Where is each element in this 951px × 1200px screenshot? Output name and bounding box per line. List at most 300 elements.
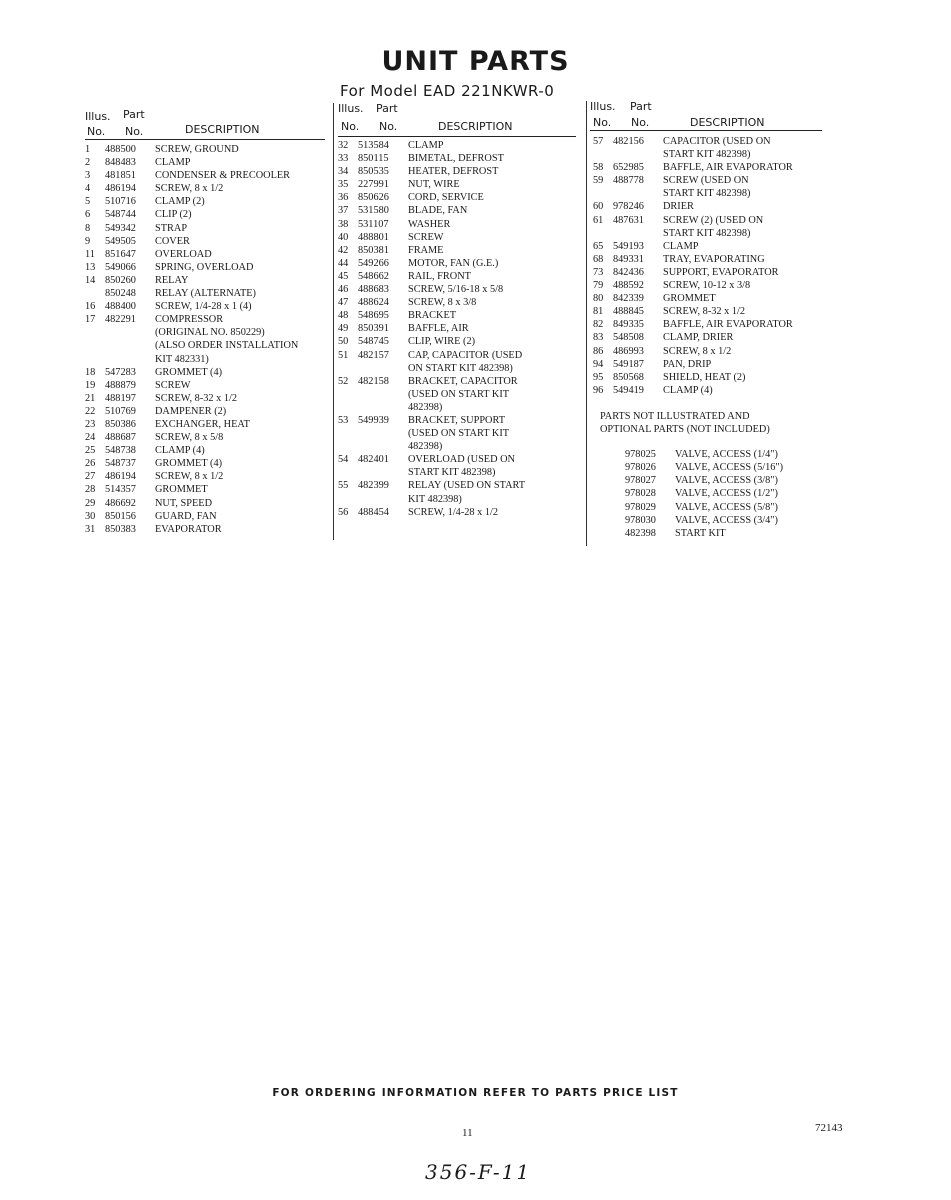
- notes-heading-line: PARTS NOT ILLUSTRATED AND: [600, 411, 750, 422]
- part-number: 849331: [613, 253, 644, 265]
- part-number: 487631: [613, 214, 644, 226]
- part-number: 978030: [625, 514, 656, 526]
- illus-number: 73: [593, 266, 604, 278]
- part-row: [338, 296, 525, 309]
- part-description: KIT 482331): [155, 353, 209, 365]
- part-row: [338, 401, 525, 414]
- part-description: VALVE, ACCESS (3/4"): [675, 514, 778, 526]
- header-no: No.: [593, 116, 612, 129]
- part-description: START KIT 482398): [663, 188, 751, 200]
- illus-number: 9: [85, 235, 91, 247]
- part-row: [85, 392, 298, 405]
- part-row: [338, 178, 525, 191]
- illus-number: [593, 148, 613, 161]
- part-row: [338, 466, 525, 479]
- handwritten-note: 356-F-11: [425, 1160, 532, 1184]
- illus-number: 42: [338, 244, 349, 256]
- part-row: [338, 152, 525, 165]
- part-description: CLIP, WIRE (2): [408, 336, 476, 348]
- part-description: GROMMET: [663, 293, 716, 305]
- part-number: 548738: [105, 445, 136, 457]
- illus-number: [338, 440, 358, 453]
- part-description: (USED ON START KIT: [408, 428, 510, 440]
- column-divider: [333, 103, 334, 540]
- part-row: [338, 283, 525, 296]
- illus-number: 28: [85, 484, 96, 496]
- part-description: VALVE, ACCESS (1/4"): [675, 449, 778, 461]
- illus-number: [593, 187, 613, 200]
- part-description: OVERLOAD (USED ON: [408, 454, 515, 466]
- part-row: [593, 384, 793, 397]
- part-number: 548744: [105, 209, 136, 221]
- notes-heading-line: OPTIONAL PARTS (NOT INCLUDED): [600, 424, 770, 436]
- part-number: [358, 493, 408, 506]
- optional-part-row: [625, 448, 783, 461]
- part-description: NUT, SPEED: [155, 497, 213, 509]
- part-number: 549266: [358, 257, 389, 269]
- part-description: GROMMET (4): [155, 458, 223, 470]
- ordering-footer: FOR ORDERING INFORMATION REFER TO PARTS PRICE LIST: [272, 1087, 679, 1099]
- illus-number: 33: [338, 153, 349, 165]
- illus-number: 86: [593, 345, 604, 357]
- part-description: SCREW: [155, 379, 191, 391]
- part-description: KIT 482398): [408, 493, 462, 505]
- part-description: RELAY (ALTERNATE): [155, 288, 256, 300]
- part-description: SCREW, 8 x 1/2: [663, 345, 732, 357]
- part-description: CLAMP: [408, 140, 444, 151]
- illus-number: 11: [85, 248, 95, 260]
- part-row: [85, 483, 298, 496]
- part-row: [338, 414, 525, 427]
- page-number: 11: [462, 1127, 473, 1139]
- part-row: [338, 204, 525, 217]
- header-rule: [590, 130, 822, 131]
- part-row: [338, 257, 525, 270]
- part-number: 488400: [105, 301, 136, 313]
- part-row: [85, 300, 298, 313]
- part-number: 549193: [613, 240, 644, 252]
- illus-number: 24: [85, 432, 96, 444]
- illus-number: 53: [338, 414, 349, 426]
- part-row: [593, 266, 793, 279]
- part-description: SCREW (USED ON: [663, 175, 749, 187]
- part-description: SHIELD, HEAT (2): [663, 371, 746, 383]
- part-number: 486194: [105, 471, 136, 483]
- part-number: 848483: [105, 157, 136, 169]
- part-description: BRACKET, SUPPORT: [408, 414, 506, 426]
- part-row: [593, 148, 793, 161]
- part-number: 978026: [625, 462, 656, 474]
- part-number: 488687: [105, 432, 136, 444]
- parts-list: [338, 139, 525, 519]
- header-no: No.: [341, 120, 360, 133]
- illus-number: [85, 287, 105, 300]
- header-no: No.: [379, 120, 398, 133]
- illus-number: 2: [85, 157, 91, 169]
- part-row: [85, 222, 298, 235]
- illus-number: 58: [593, 162, 604, 174]
- part-description: CLAMP (2): [155, 196, 205, 208]
- part-row: [338, 270, 525, 283]
- part-description: SCREW: [408, 231, 444, 243]
- part-number: 851647: [105, 248, 136, 260]
- part-description: BRACKET: [408, 310, 457, 322]
- part-description: OVERLOAD: [155, 248, 212, 260]
- illus-number: 32: [338, 140, 349, 151]
- part-number: 549505: [105, 235, 136, 247]
- part-row: [85, 287, 298, 300]
- part-description: GROMMET (4): [155, 366, 223, 378]
- part-description: VALVE, ACCESS (3/8"): [675, 475, 778, 487]
- part-row: [85, 326, 298, 339]
- header-illus: Illus.: [85, 110, 111, 123]
- illus-number: 29: [85, 497, 96, 509]
- part-number: 482401: [358, 454, 389, 466]
- part-description: RAIL, FRONT: [408, 270, 471, 282]
- part-description: CLIP (2): [155, 209, 192, 221]
- illus-number: 31: [85, 523, 96, 535]
- illus-number: 82: [593, 319, 604, 331]
- header-illus: Illus.: [338, 102, 364, 115]
- part-number: 488624: [358, 297, 389, 309]
- part-number: 510716: [105, 196, 136, 208]
- header-no: No.: [125, 125, 144, 138]
- part-row: [85, 182, 298, 195]
- optional-part-row: [625, 501, 783, 514]
- part-number: 978027: [625, 475, 656, 487]
- part-description: SPRING, OVERLOAD: [155, 261, 254, 273]
- part-number: 514357: [105, 484, 136, 496]
- part-row: [338, 309, 525, 322]
- part-number: 488801: [358, 231, 389, 243]
- part-row: [85, 470, 298, 483]
- part-description: WASHER: [408, 218, 451, 230]
- optional-part-row: [625, 474, 783, 487]
- illus-number: [85, 326, 105, 339]
- optional-parts-list: [625, 448, 783, 540]
- part-number: 850260: [105, 274, 136, 286]
- illus-number: 35: [338, 179, 349, 191]
- illus-number: 8: [85, 222, 91, 234]
- illus-number: [338, 362, 358, 375]
- illus-number: 6: [85, 209, 91, 221]
- part-row: [85, 444, 298, 457]
- header-no: No.: [87, 125, 106, 138]
- part-number: 850386: [105, 418, 136, 430]
- part-description: DAMPENER (2): [155, 405, 227, 417]
- illus-number: 46: [338, 284, 349, 296]
- model-subtitle: For Model EAD 221NKWR-0: [340, 82, 555, 100]
- optional-part-row: [625, 461, 783, 474]
- part-description: EVAPORATOR: [155, 523, 222, 535]
- part-number: 482398: [625, 527, 656, 539]
- part-description: (ORIGINAL NO. 850229): [155, 327, 265, 339]
- part-row: [85, 274, 298, 287]
- part-row: [85, 313, 298, 326]
- parts-list: [85, 143, 298, 536]
- part-description: SCREW, GROUND: [155, 144, 239, 155]
- illus-number: 94: [593, 358, 604, 370]
- part-row: [338, 453, 525, 466]
- part-description: SCREW, 5/16-18 x 5/8: [408, 284, 504, 296]
- part-number: 850381: [358, 244, 389, 256]
- part-description: CLAMP (4): [155, 445, 205, 457]
- part-number: 548662: [358, 270, 389, 282]
- illus-number: 16: [85, 301, 96, 313]
- part-description: COVER: [155, 235, 190, 247]
- header-no: No.: [631, 116, 650, 129]
- illus-number: 27: [85, 471, 96, 483]
- part-number: 547283: [105, 366, 136, 378]
- part-row: [593, 161, 793, 174]
- illus-number: 51: [338, 349, 349, 361]
- part-number: 850568: [613, 371, 644, 383]
- part-description: SUPPORT, EVAPORATOR: [663, 266, 779, 278]
- part-description: VALVE, ACCESS (1/2"): [675, 488, 778, 500]
- part-row: [338, 440, 525, 453]
- part-description: BAFFLE, AIR EVAPORATOR: [663, 319, 793, 331]
- parts-column-1: [85, 100, 325, 535]
- parts-column-3: [590, 100, 824, 539]
- part-row: [593, 358, 793, 371]
- part-description: CORD, SERVICE: [408, 192, 484, 204]
- illus-number: 61: [593, 214, 604, 226]
- illus-number: 68: [593, 253, 604, 265]
- part-description: PAN, DRIP: [663, 358, 712, 370]
- part-description: STRAP: [155, 222, 188, 234]
- part-row: [338, 388, 525, 401]
- part-row: [338, 375, 525, 388]
- part-description: ON START KIT 482398): [408, 362, 513, 374]
- header-part: Part: [376, 102, 398, 115]
- part-row: [338, 231, 525, 244]
- part-row: [593, 187, 793, 200]
- part-description: CLAMP, DRIER: [663, 332, 734, 344]
- part-row: [85, 353, 298, 366]
- part-row: [85, 418, 298, 431]
- optional-part-row: [625, 487, 783, 500]
- illus-number: 23: [85, 418, 96, 430]
- part-row: [338, 165, 525, 178]
- illus-number: 60: [593, 201, 604, 213]
- part-description: TRAY, EVAPORATING: [663, 253, 765, 265]
- part-number: [613, 148, 663, 161]
- part-number: 842339: [613, 293, 644, 305]
- part-number: 488500: [105, 144, 136, 155]
- part-row: [85, 169, 298, 182]
- part-row: [338, 479, 525, 492]
- part-number: 488879: [105, 379, 136, 391]
- illus-number: 65: [593, 240, 604, 252]
- part-description: BAFFLE, AIR EVAPORATOR: [663, 162, 793, 174]
- illus-number: 81: [593, 306, 604, 318]
- optional-part-row: [625, 514, 783, 527]
- part-row: [338, 506, 525, 519]
- part-number: 548737: [105, 458, 136, 470]
- part-row: [338, 427, 525, 440]
- part-row: [593, 240, 793, 253]
- illus-number: 80: [593, 293, 604, 305]
- part-row: [85, 143, 298, 156]
- part-number: [613, 227, 663, 240]
- illus-number: 4: [85, 183, 91, 195]
- part-number: [105, 353, 155, 366]
- part-description: FRAME: [408, 244, 444, 256]
- illus-number: 26: [85, 458, 96, 470]
- part-row: [593, 200, 793, 213]
- part-number: [358, 401, 408, 414]
- part-description: 482398): [408, 441, 443, 453]
- part-number: 549066: [105, 261, 136, 273]
- illus-number: 52: [338, 375, 349, 387]
- illus-number: 56: [338, 506, 349, 518]
- part-row: [85, 379, 298, 392]
- part-description: COMPRESSOR: [155, 314, 224, 326]
- optional-part-row: [625, 527, 783, 540]
- part-number: 548695: [358, 310, 389, 322]
- part-row: [85, 431, 298, 444]
- illus-number: 25: [85, 445, 96, 457]
- illus-number: 54: [338, 454, 349, 466]
- part-row: [593, 279, 793, 292]
- part-row: [593, 135, 793, 148]
- part-number: 488592: [613, 280, 644, 292]
- part-row: [338, 139, 525, 152]
- part-number: 488454: [358, 506, 389, 518]
- part-number: 850383: [105, 523, 136, 535]
- part-row: [85, 261, 298, 274]
- part-row: [85, 366, 298, 379]
- illus-number: 48: [338, 310, 349, 322]
- part-description: BAFFLE, AIR: [408, 323, 469, 335]
- part-number: 978246: [613, 201, 644, 213]
- part-number: 488778: [613, 175, 644, 187]
- part-number: 549187: [613, 358, 644, 370]
- page-title: UNIT PARTS: [381, 46, 570, 77]
- part-row: [593, 253, 793, 266]
- illus-number: [85, 339, 105, 352]
- header-rule: [85, 139, 325, 140]
- part-row: [85, 339, 298, 352]
- header-part: Part: [630, 100, 652, 113]
- illus-number: [85, 353, 105, 366]
- part-row: [338, 362, 525, 375]
- not-illustrated-section: [600, 410, 783, 540]
- illus-number: 79: [593, 280, 604, 292]
- part-row: [593, 292, 793, 305]
- part-number: 488197: [105, 392, 136, 404]
- part-number: 531580: [358, 205, 389, 217]
- part-number: [358, 440, 408, 453]
- part-row: [85, 248, 298, 261]
- part-row: [593, 174, 793, 187]
- part-number: 488683: [358, 284, 389, 296]
- part-number: 531107: [358, 218, 389, 230]
- part-row: [338, 244, 525, 257]
- part-description: CAPACITOR (USED ON: [663, 136, 771, 147]
- column-header: [590, 100, 824, 134]
- part-description: 482398): [408, 401, 443, 413]
- header-description: DESCRIPTION: [438, 120, 513, 133]
- part-row: [85, 235, 298, 248]
- column-divider: [586, 101, 587, 546]
- part-row: [85, 156, 298, 169]
- part-row: [85, 510, 298, 523]
- illus-number: 22: [85, 405, 96, 417]
- illus-number: 3: [85, 170, 91, 182]
- part-number: [105, 339, 155, 352]
- illus-number: 44: [338, 257, 349, 269]
- part-number: 482156: [613, 136, 644, 147]
- illus-number: 14: [85, 274, 96, 286]
- part-number: 548745: [358, 336, 389, 348]
- illus-number: [338, 466, 358, 479]
- header-rule: [338, 136, 576, 137]
- part-number: [358, 466, 408, 479]
- illus-number: 13: [85, 261, 96, 273]
- illus-number: 57: [593, 136, 604, 147]
- illus-number: 30: [85, 510, 96, 522]
- parts-column-2: [338, 100, 576, 518]
- part-number: 850535: [358, 166, 389, 178]
- part-description: (USED ON START KIT: [408, 388, 510, 400]
- part-description: START KIT 482398): [408, 467, 496, 479]
- part-row: [593, 345, 793, 358]
- part-description: HEATER, DEFROST: [408, 166, 499, 178]
- part-description: EXCHANGER, HEAT: [155, 418, 250, 430]
- part-row: [593, 305, 793, 318]
- illus-number: 49: [338, 323, 349, 335]
- part-number: [358, 427, 408, 440]
- part-number: 978029: [625, 501, 656, 513]
- part-number: 850115: [358, 153, 389, 165]
- part-description: BIMETAL, DEFROST: [408, 153, 504, 165]
- illus-number: [593, 227, 613, 240]
- header-description: DESCRIPTION: [690, 116, 765, 129]
- part-row: [85, 195, 298, 208]
- part-number: 481851: [105, 170, 136, 182]
- part-description: GUARD, FAN: [155, 510, 217, 522]
- illus-number: 37: [338, 205, 349, 217]
- part-row: [338, 322, 525, 335]
- part-row: [593, 227, 793, 240]
- illus-number: 34: [338, 166, 349, 178]
- part-row: [593, 331, 793, 344]
- part-number: 482158: [358, 375, 389, 387]
- part-row: [85, 457, 298, 470]
- part-number: [358, 362, 408, 375]
- part-number: [105, 326, 155, 339]
- illus-number: [338, 401, 358, 414]
- part-description: MOTOR, FAN (G.E.): [408, 257, 499, 269]
- part-description: SCREW, 8 x 3/8: [408, 297, 477, 309]
- part-number: [613, 187, 663, 200]
- part-description: START KIT 482398): [663, 227, 751, 239]
- column-header: [85, 100, 325, 138]
- illus-number: 47: [338, 297, 349, 309]
- part-number: 850248: [105, 288, 136, 300]
- part-description: DRIER: [663, 201, 694, 213]
- part-number: 549939: [358, 414, 389, 426]
- illus-number: [338, 388, 358, 401]
- illus-number: [338, 427, 358, 440]
- document-code: 72143: [815, 1122, 843, 1134]
- part-row: [593, 371, 793, 384]
- part-number: 482291: [105, 314, 136, 326]
- part-row: [85, 523, 298, 536]
- part-description: SCREW, 8-32 x 1/2: [663, 306, 746, 318]
- illus-number: 38: [338, 218, 349, 230]
